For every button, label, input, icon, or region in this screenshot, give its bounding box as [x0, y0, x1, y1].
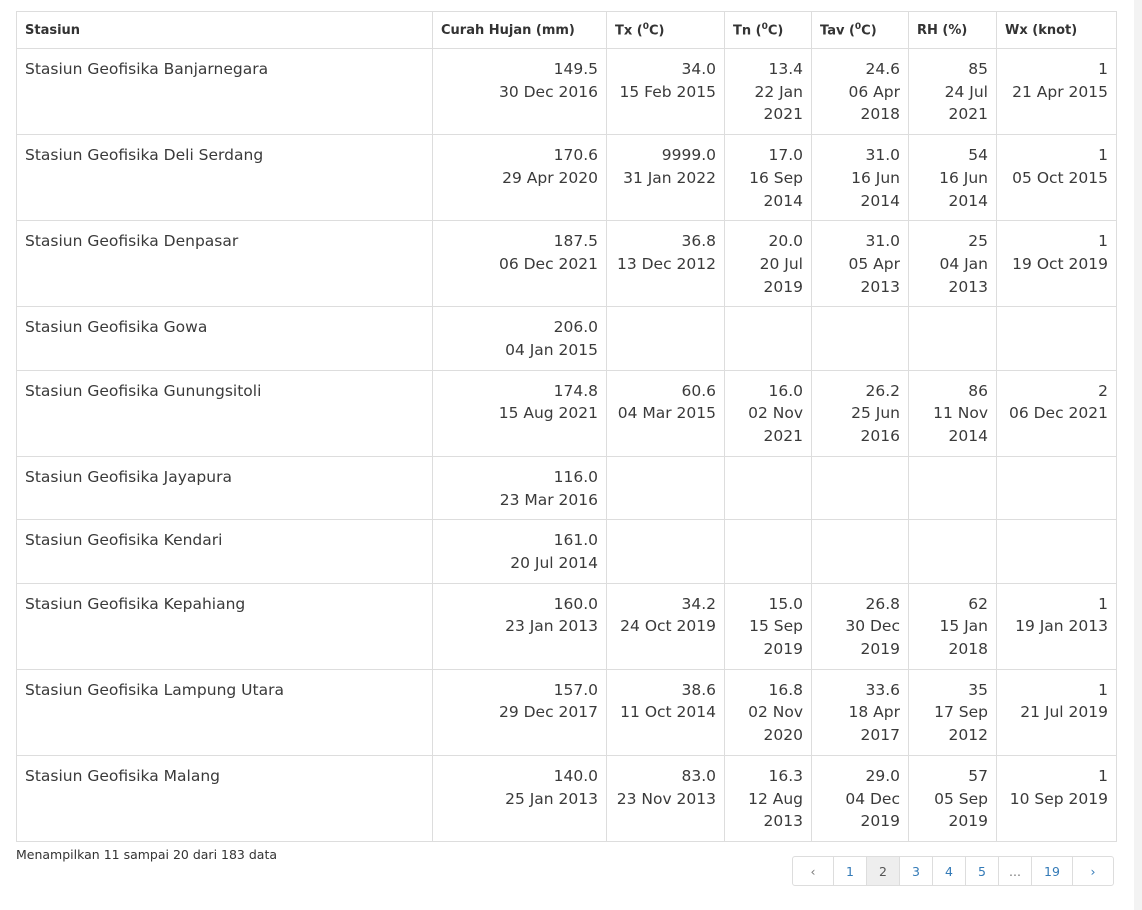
table-row	[17, 221, 1117, 307]
cell-date: 06 Dec 2021	[498, 254, 598, 273]
header-tx[interactable]: Tx ($^0$C)	[607, 12, 725, 49]
page-button-4[interactable]: 4	[932, 856, 966, 886]
pagination-next-button[interactable]	[1072, 856, 1114, 886]
cell-tx	[607, 520, 725, 583]
cell-date: 2019	[948, 812, 988, 831]
cell-value: 160.0	[553, 594, 598, 613]
cell-value: 34.0	[681, 60, 716, 78]
cell-date: 2018	[860, 105, 900, 124]
cell-tn	[725, 755, 812, 841]
cell-date: 22 Jan	[754, 82, 803, 101]
table-row	[17, 49, 1117, 135]
cell-value: 2	[1098, 381, 1108, 400]
table-row	[17, 583, 1117, 669]
header-row	[17, 12, 1117, 49]
cell-curah-hujan	[433, 520, 607, 583]
cell-date: 04 Jan 2015	[505, 341, 598, 360]
cell-value: 83.0	[681, 766, 716, 785]
header-tn[interactable]: Tn ($^0$C)	[725, 12, 812, 49]
cell-tn	[725, 456, 812, 519]
cell-rh	[909, 49, 997, 135]
cell-value: 161.0	[553, 531, 598, 550]
cell-tav	[812, 307, 909, 370]
cell-date: 06 Apr	[848, 82, 900, 101]
page-button-2[interactable]: 2	[866, 856, 900, 886]
cell-date: 13 Dec 2012	[616, 254, 716, 273]
cell-date: 10 Sep 2019	[1009, 789, 1108, 808]
header-wx[interactable]: Wx (knot)	[997, 12, 1117, 49]
table-row	[17, 456, 1117, 519]
cell-curah-hujan	[433, 307, 607, 370]
cell-tx	[607, 370, 725, 456]
cell-date: 23 Jan 2013	[505, 617, 598, 636]
cell-date: 04 Dec	[845, 789, 900, 808]
pagination-info: Menampilkan 11 sampai 20 dari 183 data	[16, 847, 278, 862]
cell-date: 2018	[948, 640, 988, 659]
cell-date: 2019	[763, 640, 803, 659]
cell-station-name: Stasiun Geofisika Denpasar	[17, 221, 433, 307]
table-row	[17, 307, 1117, 370]
cell-tx	[607, 583, 725, 669]
header-rh[interactable]: RH (%)	[909, 12, 997, 49]
cell-date: 15 Feb 2015	[619, 82, 716, 101]
table-row	[17, 755, 1117, 841]
page-scrollbar[interactable]	[1134, 0, 1142, 910]
cell-station-name: Stasiun Geofisika Gunungsitoli	[17, 370, 433, 456]
cell-date: 25 Jan 2013	[505, 789, 598, 808]
cell-value: 13.4	[768, 60, 803, 78]
page-button-5[interactable]: 5	[965, 856, 999, 886]
cell-value: 1	[1098, 60, 1108, 78]
cell-date: 2021	[948, 105, 988, 124]
cell-tx	[607, 755, 725, 841]
cell-date: 30 Dec	[845, 617, 900, 636]
cell-value: 170.6	[553, 146, 598, 165]
cell-date: 15 Jan	[939, 617, 988, 636]
cell-tn	[725, 669, 812, 755]
cell-date: 04 Mar 2015	[617, 404, 716, 423]
cell-value: 9999.0	[661, 146, 716, 165]
cell-date: 05 Oct 2015	[1012, 168, 1108, 187]
cell-date: 2020	[763, 726, 803, 745]
page-button-1[interactable]: 1	[833, 856, 867, 886]
cell-date: 19 Jan 2013	[1015, 617, 1108, 636]
cell-value: 33.6	[865, 680, 900, 699]
cell-tav	[812, 755, 909, 841]
cell-date: 12 Aug	[748, 789, 803, 808]
cell-date: 2019	[860, 640, 900, 659]
cell-curah-hujan	[433, 755, 607, 841]
cell-wx	[997, 307, 1117, 370]
cell-value: 34.2	[681, 594, 716, 613]
cell-value: 31.0	[865, 146, 900, 165]
pagination	[792, 856, 1114, 886]
cell-value: 36.8	[681, 232, 716, 251]
table-row	[17, 370, 1117, 456]
cell-date: 2013	[948, 277, 988, 296]
table-row	[17, 135, 1117, 221]
cell-rh	[909, 307, 997, 370]
cell-date: 30 Dec 2016	[498, 82, 598, 101]
page-button-3[interactable]: 3	[899, 856, 933, 886]
cell-date: 02 Nov	[748, 703, 803, 722]
cell-wx	[997, 135, 1117, 221]
header-curah-hujan[interactable]: Curah Hujan (mm)	[433, 12, 607, 49]
cell-station-name: Stasiun Geofisika Lampung Utara	[17, 669, 433, 755]
cell-value: 187.5	[553, 232, 598, 251]
cell-value: 57	[968, 766, 988, 785]
cell-value: 17.0	[768, 146, 803, 165]
cell-value: 1	[1098, 232, 1108, 251]
header-tav[interactable]: Tav ($^0$C)	[812, 12, 909, 49]
cell-rh	[909, 755, 997, 841]
cell-date: 2021	[763, 105, 803, 124]
cell-value: 24.6	[865, 60, 900, 78]
page-ellipsis: ...	[998, 856, 1032, 886]
cell-tav	[812, 456, 909, 519]
cell-value: 140.0	[553, 766, 598, 785]
cell-date: 20 Jul	[759, 254, 803, 273]
cell-tav	[812, 221, 909, 307]
cell-station-name: Stasiun Geofisika Kendari	[17, 520, 433, 583]
cell-date: 31 Jan 2022	[623, 168, 716, 187]
cell-tn	[725, 307, 812, 370]
pagination-prev-button[interactable]	[792, 856, 834, 886]
cell-rh	[909, 520, 997, 583]
cell-value: 116.0	[553, 467, 598, 486]
station-extremes-table	[16, 11, 1117, 842]
cell-date: 04 Jan	[939, 254, 988, 273]
cell-value: 35	[968, 680, 988, 699]
cell-value: 85	[968, 60, 988, 78]
cell-value: 157.0	[553, 680, 598, 699]
cell-date: 23 Mar 2016	[499, 490, 598, 509]
cell-tx	[607, 307, 725, 370]
cell-tn	[725, 221, 812, 307]
cell-tn	[725, 135, 812, 221]
table-header	[17, 12, 1117, 49]
cell-date: 25 Jun	[851, 404, 900, 423]
cell-date: 2014	[763, 191, 803, 210]
cell-date: 16 Jun	[939, 168, 988, 187]
cell-value: 174.8	[553, 381, 598, 400]
cell-tx	[607, 49, 725, 135]
cell-date: 2013	[860, 277, 900, 296]
chevron-left-icon: ‹	[810, 863, 816, 879]
cell-date: 21 Jul 2019	[1020, 703, 1108, 722]
cell-tx	[607, 135, 725, 221]
cell-rh	[909, 221, 997, 307]
cell-date: 2013	[763, 812, 803, 831]
cell-curah-hujan	[433, 49, 607, 135]
page-button-19[interactable]: 19	[1031, 856, 1073, 886]
cell-date: 2014	[948, 191, 988, 210]
cell-value: 26.8	[865, 594, 900, 613]
cell-value: 86	[968, 381, 988, 400]
cell-date: 2014	[948, 427, 988, 446]
cell-date: 2019	[860, 812, 900, 831]
cell-rh	[909, 456, 997, 519]
cell-date: 2021	[763, 427, 803, 446]
cell-date: 21 Apr 2015	[1012, 82, 1108, 101]
cell-value: 15.0	[768, 594, 803, 613]
cell-curah-hujan	[433, 370, 607, 456]
cell-date: 17 Sep	[934, 703, 988, 722]
cell-wx	[997, 669, 1117, 755]
table-body	[17, 49, 1117, 842]
cell-value: 20.0	[768, 232, 803, 251]
cell-date: 2016	[860, 427, 900, 446]
cell-date: 18 Apr	[848, 703, 900, 722]
cell-wx	[997, 520, 1117, 583]
cell-curah-hujan	[433, 221, 607, 307]
cell-tav	[812, 370, 909, 456]
cell-tn	[725, 520, 812, 583]
cell-date: 29 Apr 2020	[502, 168, 598, 187]
cell-value: 62	[968, 594, 988, 613]
cell-value: 1	[1098, 766, 1108, 785]
table-row	[17, 520, 1117, 583]
cell-value: 16.3	[768, 766, 803, 785]
cell-date: 15 Aug 2021	[498, 404, 598, 423]
cell-curah-hujan	[433, 135, 607, 221]
cell-tx	[607, 456, 725, 519]
cell-value: 16.0	[768, 381, 803, 400]
cell-station-name: Stasiun Geofisika Jayapura	[17, 456, 433, 519]
cell-tav	[812, 669, 909, 755]
cell-value: 54	[968, 146, 988, 165]
cell-station-name: Stasiun Geofisika Malang	[17, 755, 433, 841]
cell-value: 26.2	[865, 381, 900, 400]
cell-tn	[725, 370, 812, 456]
header-stasiun[interactable]: Stasiun	[17, 12, 433, 49]
cell-date: 19 Oct 2019	[1012, 254, 1108, 273]
cell-tn	[725, 583, 812, 669]
cell-value: 149.5	[553, 60, 598, 78]
cell-tav	[812, 49, 909, 135]
cell-date: 29 Dec 2017	[498, 703, 598, 722]
chevron-right-icon: ›	[1090, 863, 1096, 879]
data-table-container	[16, 11, 1116, 842]
cell-wx	[997, 456, 1117, 519]
cell-date: 23 Nov 2013	[616, 789, 716, 808]
cell-tx	[607, 221, 725, 307]
cell-rh	[909, 370, 997, 456]
cell-date: 15 Sep	[749, 617, 803, 636]
cell-tx	[607, 669, 725, 755]
cell-value: 25	[968, 232, 988, 251]
cell-curah-hujan	[433, 456, 607, 519]
cell-value: 16.8	[768, 680, 803, 699]
cell-wx	[997, 755, 1117, 841]
cell-date: 2012	[948, 726, 988, 745]
cell-value: 31.0	[865, 232, 900, 251]
cell-date: 16 Jun	[851, 168, 900, 187]
cell-date: 02 Nov	[748, 404, 803, 423]
cell-value: 206.0	[553, 318, 598, 337]
cell-value: 29.0	[865, 766, 900, 785]
cell-curah-hujan	[433, 583, 607, 669]
cell-tn	[725, 49, 812, 135]
cell-rh	[909, 669, 997, 755]
cell-value: 1	[1098, 680, 1108, 699]
cell-station-name: Stasiun Geofisika Gowa	[17, 307, 433, 370]
cell-date: 2017	[860, 726, 900, 745]
cell-value: 60.6	[681, 381, 716, 400]
cell-tav	[812, 520, 909, 583]
cell-date: 06 Dec 2021	[1008, 404, 1108, 423]
cell-date: 20 Jul 2014	[510, 553, 598, 572]
cell-value: 38.6	[681, 680, 716, 699]
cell-rh	[909, 135, 997, 221]
cell-tav	[812, 135, 909, 221]
cell-wx	[997, 583, 1117, 669]
cell-date: 11 Nov	[933, 404, 988, 423]
cell-station-name: Stasiun Geofisika Banjarnegara	[17, 49, 433, 135]
cell-value: 1	[1098, 594, 1108, 613]
cell-station-name: Stasiun Geofisika Deli Serdang	[17, 135, 433, 221]
cell-date: 11 Oct 2014	[620, 703, 716, 722]
table-row	[17, 669, 1117, 755]
cell-date: 2014	[860, 191, 900, 210]
cell-station-name: Stasiun Geofisika Kepahiang	[17, 583, 433, 669]
cell-wx	[997, 49, 1117, 135]
cell-tav	[812, 583, 909, 669]
cell-date: 16 Sep	[749, 168, 803, 187]
cell-date: 05 Sep	[934, 789, 988, 808]
cell-date: 24 Jul	[944, 82, 988, 101]
cell-date: 24 Oct 2019	[620, 617, 716, 636]
cell-curah-hujan	[433, 669, 607, 755]
cell-rh	[909, 583, 997, 669]
cell-wx	[997, 370, 1117, 456]
cell-value: 1	[1098, 146, 1108, 165]
cell-date: 2019	[763, 277, 803, 296]
cell-date: 05 Apr	[848, 254, 900, 273]
cell-wx	[997, 221, 1117, 307]
